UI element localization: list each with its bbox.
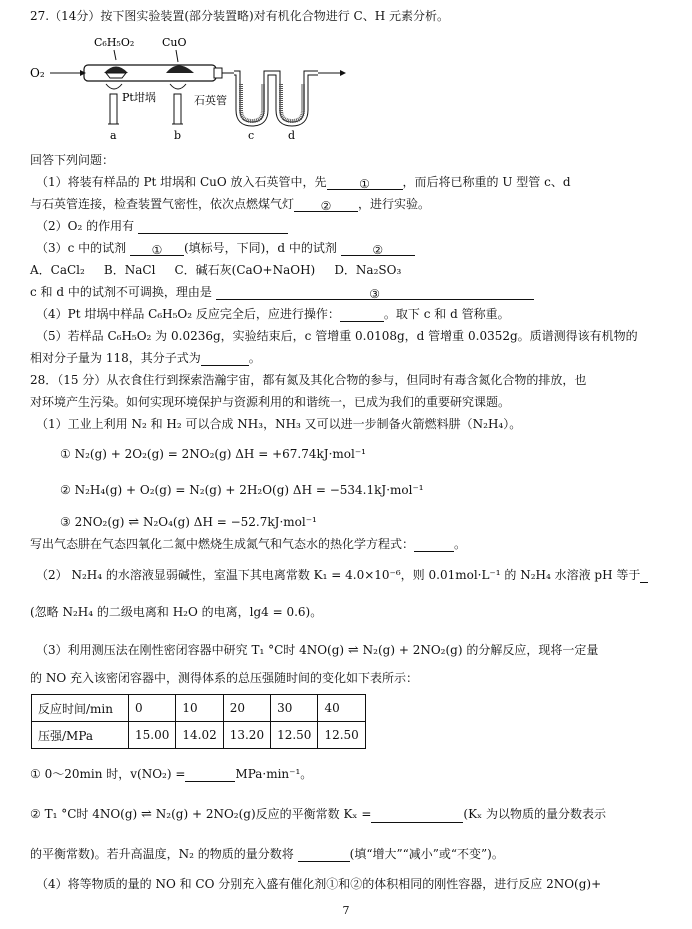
label-c: c xyxy=(248,129,255,142)
table-cell: 压强/MPa xyxy=(32,722,129,749)
label-quartz-tube: 石英管 xyxy=(194,94,227,107)
q27-1-line1: （1）将装有样品的 Pt 坩埚和 CuO 放入石英管中，先 ① ，而后将已称重的 U 型管 c、d xyxy=(36,175,571,191)
q28-heading: 28．（15 分）从衣食住行到探索浩瀚宇宙，都有氮及其化合物的参与，但同时有毒含氮化合物的排放，也 xyxy=(30,373,587,387)
table-row xyxy=(32,722,366,749)
label-cuo: CuO xyxy=(162,36,187,49)
q27-1-line2: 与石英管连接，检查装置气密性，依次点燃煤气灯 ② ，进行实验。 xyxy=(30,197,431,213)
q28-3-sub2-line2: 的平衡常数)。若升高温度，N₂ 的物质的量分数将 (填“增大”“减小”或“不变”)。 xyxy=(30,847,504,861)
equation-2: ② N₂H₄(g) + O₂(g) = N₂(g) + 2H₂O(g) ΔH = −534.1kJ·mol⁻¹ xyxy=(60,483,424,497)
label-b: b xyxy=(174,129,182,142)
table-cell: 10 xyxy=(176,695,223,722)
table-cell: 20 xyxy=(223,695,270,722)
q27-2: （2）O₂ 的作用有 xyxy=(36,218,288,234)
table-row xyxy=(32,695,366,722)
label-sample: C₆H₅O₂ xyxy=(94,36,135,49)
q27-5-line2: 相对分子量为 118，其分子式为 。 xyxy=(30,351,261,365)
q27-3-reason: c 和 d 中的试剂不可调换，理由是 ③ xyxy=(30,284,534,300)
q28-3-sub2-line1: ② T₁ °C时 4NO(g) ⇌ N₂(g) + 2NO₂(g)反应的平衡常数 Kₓ = (Kₓ 为以物质的量分数表示 xyxy=(30,807,606,822)
table-cell: 14.02 xyxy=(176,722,223,749)
q28-heading-2: 对环境产生污染。如何实现环境保护与资源利用的和谐统一，已成为我们的重要研究课题。 xyxy=(30,395,511,409)
label-pt-crucible: Pt坩埚 xyxy=(122,91,156,104)
equilibrium-arrow-icon: ⇌ xyxy=(347,643,359,658)
pressure-table xyxy=(31,694,366,749)
table-cell: 30 xyxy=(271,695,318,722)
q28-1: （1）工业上利用 N₂ 和 H₂ 可以合成 NH₃，NH₃ 又可以进一步制备火箭燃料肼（N₂H₄）。 xyxy=(36,417,522,431)
q28-4: （4）将等物质的量的 NO 和 CO 分别充入盛有催化剂①和②的体积相同的刚性容器，进行反应 2NO(g)+ xyxy=(36,877,602,891)
table-cell: 反应时间/min xyxy=(32,695,129,722)
q27-5-line1: （5）若样品 C₆H₅O₂ 为 0.0236g，实验结束后，c 管增重 0.0108g，d 管增重 0.0352g。质谱测得该有机物的 xyxy=(36,329,638,343)
q28-3-line2: 的 NO 充入该密闭容器中，测得体系的总压强随时间的变化如下表所示： xyxy=(30,671,418,685)
q28-1-task: 写出气态肼在气态四氧化二氮中燃烧生成氮气和气态水的热化学方程式： 。 xyxy=(30,537,467,551)
table-cell: 15.00 xyxy=(129,722,176,749)
q28-2-line1: （2） N₂H₄ 的水溶液显弱碱性，室温下其电离常数 K₁ = 4.0×10⁻⁶，则 0.01mol·L⁻¹ 的 N₂H₄ 水溶液 pH 等于 xyxy=(36,567,648,583)
q27-heading: 27.（14分）按下图实验装置(部分装置略)对有机化合物进行 C、H 元素分析。 xyxy=(30,9,449,23)
label-a: a xyxy=(110,129,117,142)
q27-3: （3）c 中的试剂 ① (填标号，下同)，d 中的试剂 ② xyxy=(36,240,415,256)
apparatus-figure xyxy=(28,32,358,146)
table-cell: 40 xyxy=(318,695,365,722)
q28-3-sub1: ① 0～20min 时，v(NO₂) = MPa·min⁻¹。 xyxy=(30,767,313,781)
equilibrium-arrow-icon: ⇌ xyxy=(141,807,152,822)
q28-2-line2: (忽略 N₂H₄ 的二级电离和 H₂O 的电离，lg4 = 0.6)。 xyxy=(30,605,323,619)
q27-options: A．CaCl₂ B．NaCl C．碱石灰(CaO+NaOH) D．Na₂SO₃ xyxy=(30,263,402,277)
q28-3-line1: （3）利用测压法在刚性密闭容器中研究 T₁ °C时 4NO(g) ⇌ N₂(g) + 2NO₂(g) 的分解反应，现将一定量 xyxy=(36,643,599,658)
table-cell: 0 xyxy=(129,695,176,722)
equation-3: ③ 2NO₂(g) ⇌ N₂O₄(g) ΔH = −52.7kJ·mol⁻¹ xyxy=(60,515,317,530)
label-o2: O₂ xyxy=(30,66,45,80)
label-d: d xyxy=(288,129,296,142)
page-number: 7 xyxy=(342,904,350,917)
q27-4: （4）Pt 坩埚中样品 C₆H₅O₂ 反应完全后，应进行操作： 。取下 c 和 d 管称重。 xyxy=(36,307,510,321)
answer-intro: 回答下列问题： xyxy=(30,153,115,167)
table-cell: 12.50 xyxy=(318,722,365,749)
table-cell: 12.50 xyxy=(271,722,318,749)
table-cell: 13.20 xyxy=(223,722,270,749)
equation-1: ① N₂(g) + 2O₂(g) = 2NO₂(g) ΔH = +67.74kJ·mol⁻¹ xyxy=(60,447,366,461)
equilibrium-arrow-icon: ⇌ xyxy=(128,515,140,530)
